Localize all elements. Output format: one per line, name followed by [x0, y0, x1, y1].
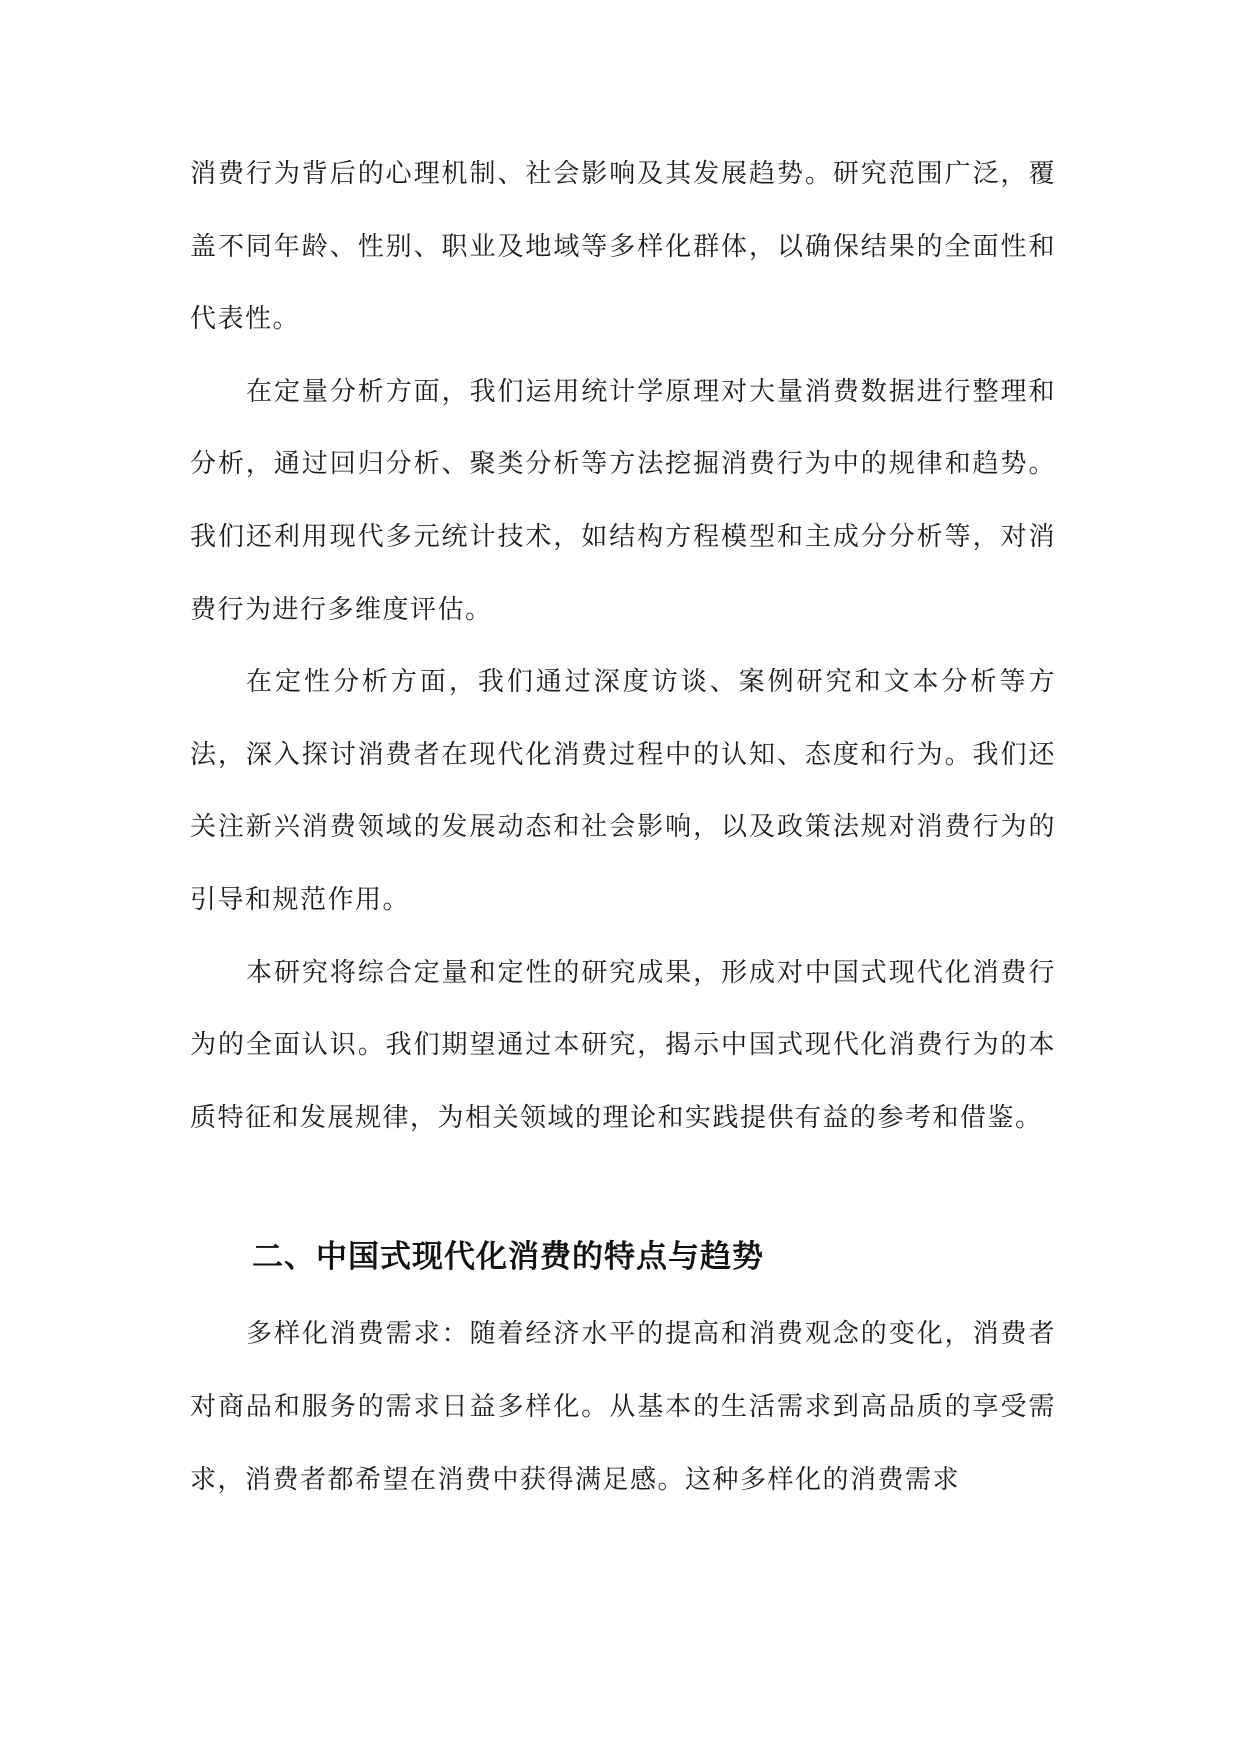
section-heading: 二、中国式现代化消费的特点与趋势 — [252, 1239, 764, 1276]
document-body — [190, 138, 1056, 1516]
paragraph-qualitative-analysis: 在定性分析方面，我们通过深度访谈、案例研究和文本分析等方法，深入探讨消费者在现代化消费过程中的认知、态度和行为。我们还关注新兴消费领域的发展动态和社会影响，以及政策法规对消费行为的引导和规范作用。 — [190, 667, 1056, 915]
paragraph-diversified-demand: 多样化消费需求：随着经济水平的提高和消费观念的变化，消费者对商品和服务的需求日益多样化。从基本的生活需求到高品质的享受需求，消费者都希望在消费中获得满足感。这种多样化的消费需求 — [190, 1319, 1056, 1495]
paragraph-research-summary: 本研究将综合定量和定性的研究成果，形成对中国式现代化消费行为的全面认识。我们期望通过本研究，揭示中国式现代化消费行为的本质特征和发展规律，为相关领域的理论和实践提供有益的参考和借鉴。 — [190, 957, 1056, 1133]
paragraph-continuation: 消费行为背后的心理机制、社会影响及其发展趋势。研究范围广泛，覆盖不同年龄、性别、职业及地域等多样化群体，以确保结果的全面性和代表性。 — [190, 159, 1056, 335]
paragraph-quantitative-analysis: 在定量分析方面，我们运用统计学原理对大量消费数据进行整理和分析，通过回归分析、聚类分析等方法挖掘消费行为中的规律和趋势。我们还利用现代多元统计技术，如结构方程模型和主成分分析等，对消费行为进行多维度评估。 — [190, 376, 1056, 625]
